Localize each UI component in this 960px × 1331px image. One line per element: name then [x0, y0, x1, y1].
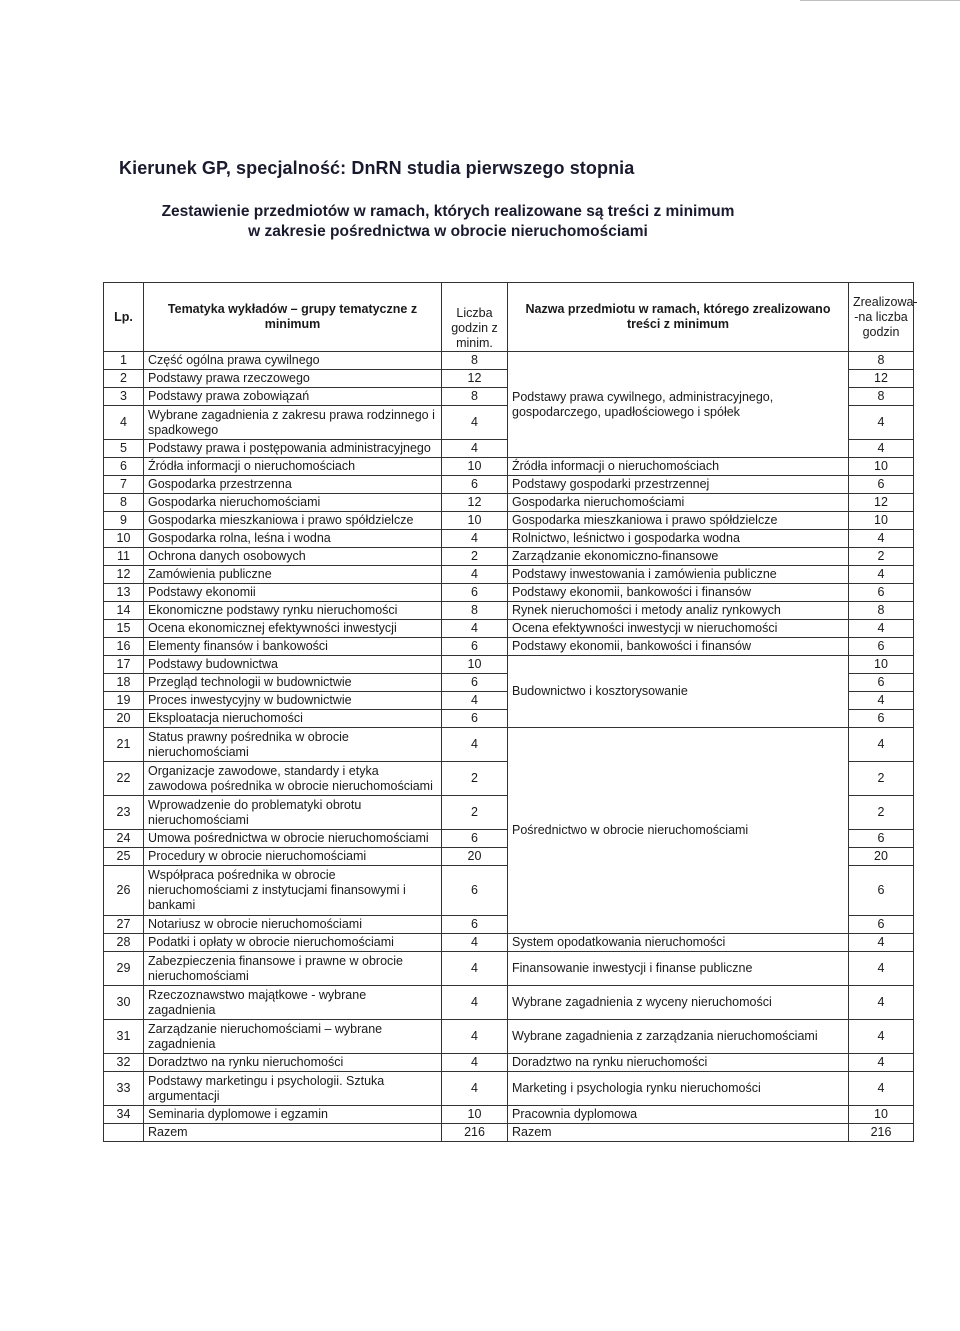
row-subject: Rolnictwo, leśnictwo i gospodarka wodna	[508, 530, 849, 548]
row-hours-min: 6	[442, 476, 508, 494]
table-row	[104, 952, 914, 986]
row-number: 16	[104, 638, 144, 656]
row-number: 6	[104, 458, 144, 476]
total-empty	[104, 1124, 144, 1142]
row-number: 3	[104, 388, 144, 406]
row-hours-min: 6	[442, 638, 508, 656]
row-number: 14	[104, 602, 144, 620]
page-subheading-line1: Zestawienie przedmiotów w ramach, których realizowane są treści z minimum	[161, 203, 735, 220]
row-hours-done: 4	[849, 692, 914, 710]
row-hours-done: 4	[849, 530, 914, 548]
table-row	[104, 530, 914, 548]
row-topic: Podstawy marketingu i psychologii. Sztuka argumentacji	[144, 1072, 442, 1106]
row-number: 20	[104, 710, 144, 728]
row-number: 13	[104, 584, 144, 602]
row-topic: Podstawy prawa zobowiązań	[144, 388, 442, 406]
row-number: 19	[104, 692, 144, 710]
row-topic: Status prawny pośrednika w obrocie nieruchomościami	[144, 728, 442, 762]
row-subject-merged: Pośrednictwo w obrocie nieruchomościami	[508, 728, 849, 934]
row-hours-min: 12	[442, 370, 508, 388]
row-topic: Podatki i opłaty w obrocie nieruchomościami	[144, 934, 442, 952]
row-hours-done: 4	[849, 1020, 914, 1054]
row-hours-min: 4	[442, 620, 508, 638]
row-hours-min: 4	[442, 728, 508, 762]
row-hours-min: 4	[442, 1020, 508, 1054]
row-hours-min: 4	[442, 1054, 508, 1072]
row-subject: Pracownia dyplomowa	[508, 1106, 849, 1124]
page-heading: Kierunek GP, specjalność: DnRN studia pierwszego stopnia	[119, 158, 635, 178]
row-hours-done: 4	[849, 952, 914, 986]
row-number: 4	[104, 406, 144, 440]
row-hours-done: 2	[849, 796, 914, 830]
row-hours-min: 6	[442, 830, 508, 848]
row-topic: Ochrona danych osobowych	[144, 548, 442, 566]
row-subject: Rynek nieruchomości i metody analiz rynkowych	[508, 602, 849, 620]
row-number: 24	[104, 830, 144, 848]
row-number: 10	[104, 530, 144, 548]
table-row	[104, 494, 914, 512]
total-hours-done: 216	[849, 1124, 914, 1142]
row-hours-min: 6	[442, 584, 508, 602]
row-subject: Zarządzanie ekonomiczno-finansowe	[508, 548, 849, 566]
row-hours-min: 20	[442, 848, 508, 866]
row-hours-done: 4	[849, 1072, 914, 1106]
row-number: 7	[104, 476, 144, 494]
row-hours-min: 6	[442, 916, 508, 934]
row-number: 26	[104, 866, 144, 916]
row-hours-min: 2	[442, 796, 508, 830]
row-topic: Wprowadzenie do problematyki obrotu nieruchomościami	[144, 796, 442, 830]
row-topic: Zamówienia publiczne	[144, 566, 442, 584]
row-hours-done: 12	[849, 370, 914, 388]
row-subject: Wybrane zagadnienia z wyceny nieruchomości	[508, 986, 849, 1020]
row-number: 5	[104, 440, 144, 458]
row-subject: Marketing i psychologia rynku nieruchomości	[508, 1072, 849, 1106]
header-hours-min: Liczba godzin z minim.	[442, 283, 508, 352]
row-hours-done: 6	[849, 916, 914, 934]
row-hours-done: 12	[849, 494, 914, 512]
row-subject: Podstawy ekonomii, bankowości i finansów	[508, 584, 849, 602]
row-hours-done: 8	[849, 352, 914, 370]
table-row	[104, 1054, 914, 1072]
row-hours-done: 8	[849, 602, 914, 620]
row-hours-done: 6	[849, 710, 914, 728]
row-topic: Gospodarka rolna, leśna i wodna	[144, 530, 442, 548]
row-topic: Podstawy prawa rzeczowego	[144, 370, 442, 388]
row-hours-done: 10	[849, 458, 914, 476]
row-hours-done: 4	[849, 986, 914, 1020]
row-hours-min: 2	[442, 762, 508, 796]
table-row	[104, 602, 914, 620]
row-number: 29	[104, 952, 144, 986]
row-number: 15	[104, 620, 144, 638]
row-subject: Podstawy gospodarki przestrzennej	[508, 476, 849, 494]
row-subject: Podstawy inwestowania i zamówienia publiczne	[508, 566, 849, 584]
row-subject: System opodatkowania nieruchomości	[508, 934, 849, 952]
table-row	[104, 352, 914, 370]
row-number: 28	[104, 934, 144, 952]
row-subject: Gospodarka mieszkaniowa i prawo spółdzielcze	[508, 512, 849, 530]
row-number: 23	[104, 796, 144, 830]
table-row	[104, 934, 914, 952]
row-hours-min: 2	[442, 548, 508, 566]
total-label: Razem	[144, 1124, 442, 1142]
row-hours-min: 6	[442, 866, 508, 916]
row-hours-done: 6	[849, 830, 914, 848]
row-topic: Elementy finansów i bankowości	[144, 638, 442, 656]
header-hours-done: Zrealizowa--na liczba godzin	[849, 283, 914, 352]
table-row	[104, 584, 914, 602]
row-hours-done: 10	[849, 656, 914, 674]
row-topic: Procedury w obrocie nieruchomościami	[144, 848, 442, 866]
row-hours-min: 8	[442, 352, 508, 370]
row-subject-merged: Podstawy prawa cywilnego, administracyjnego, gospodarczego, upadłościowego i spółek	[508, 352, 849, 458]
row-topic: Przegląd technologii w budownictwie	[144, 674, 442, 692]
table-row	[104, 476, 914, 494]
table-row	[104, 458, 914, 476]
row-number: 11	[104, 548, 144, 566]
row-topic: Zarządzanie nieruchomościami – wybrane zagadnienia	[144, 1020, 442, 1054]
row-hours-done: 10	[849, 512, 914, 530]
row-number: 31	[104, 1020, 144, 1054]
row-number: 30	[104, 986, 144, 1020]
row-subject: Ocena efektywności inwestycji w nieruchomości	[508, 620, 849, 638]
row-hours-done: 20	[849, 848, 914, 866]
table-row	[104, 620, 914, 638]
row-subject: Źródła informacji o nieruchomościach	[508, 458, 849, 476]
scan-edge-mark	[800, 0, 960, 4]
row-topic: Część ogólna prawa cywilnego	[144, 352, 442, 370]
table-row	[104, 656, 914, 674]
row-hours-min: 6	[442, 674, 508, 692]
row-hours-min: 4	[442, 440, 508, 458]
row-topic: Eksploatacja nieruchomości	[144, 710, 442, 728]
row-topic: Doradztwo na rynku nieruchomości	[144, 1054, 442, 1072]
row-topic: Wybrane zagadnienia z zakresu prawa rodzinnego i spadkowego	[144, 406, 442, 440]
table-row	[104, 1020, 914, 1054]
table-row	[104, 638, 914, 656]
row-hours-done: 6	[849, 674, 914, 692]
row-topic: Organizacje zawodowe, standardy i etyka zawodowa pośrednika w obrocie nieruchomościami	[144, 762, 442, 796]
row-hours-min: 6	[442, 710, 508, 728]
row-number: 12	[104, 566, 144, 584]
page-subheading-line2: w zakresie pośrednictwa w obrocie nieruchomościami	[248, 223, 648, 240]
row-hours-min: 4	[442, 986, 508, 1020]
row-number: 25	[104, 848, 144, 866]
row-topic: Podstawy prawa i postępowania administracyjnego	[144, 440, 442, 458]
row-hours-done: 2	[849, 762, 914, 796]
row-topic: Gospodarka przestrzenna	[144, 476, 442, 494]
table-row	[104, 512, 914, 530]
row-hours-done: 4	[849, 440, 914, 458]
row-number: 17	[104, 656, 144, 674]
header-subject: Nazwa przedmiotu w ramach, którego zrealizowano treści z minimum	[508, 283, 849, 352]
row-hours-min: 4	[442, 1072, 508, 1106]
row-hours-min: 10	[442, 656, 508, 674]
table-row	[104, 566, 914, 584]
header-topic: Tematyka wykładów – grupy tematyczne z minimum	[144, 283, 442, 352]
row-topic: Gospodarka nieruchomościami	[144, 494, 442, 512]
row-topic: Ekonomiczne podstawy rynku nieruchomości	[144, 602, 442, 620]
row-subject: Podstawy ekonomii, bankowości i finansów	[508, 638, 849, 656]
row-hours-done: 6	[849, 476, 914, 494]
table-row	[104, 728, 914, 762]
row-hours-done: 4	[849, 406, 914, 440]
table-row	[104, 1106, 914, 1124]
row-subject: Wybrane zagadnienia z zarządzania nieruchomościami	[508, 1020, 849, 1054]
row-topic: Ocena ekonomicznej efektywności inwestycji	[144, 620, 442, 638]
row-number: 1	[104, 352, 144, 370]
row-hours-min: 4	[442, 692, 508, 710]
row-hours-done: 4	[849, 728, 914, 762]
row-hours-done: 4	[849, 620, 914, 638]
row-number: 32	[104, 1054, 144, 1072]
row-hours-done: 6	[849, 584, 914, 602]
row-hours-done: 4	[849, 566, 914, 584]
row-hours-done: 4	[849, 1054, 914, 1072]
row-topic: Podstawy ekonomii	[144, 584, 442, 602]
row-topic: Podstawy budownictwa	[144, 656, 442, 674]
row-number: 34	[104, 1106, 144, 1124]
row-hours-min: 10	[442, 1106, 508, 1124]
row-topic: Notariusz w obrocie nieruchomościami	[144, 916, 442, 934]
row-hours-done: 2	[849, 548, 914, 566]
row-hours-done: 6	[849, 638, 914, 656]
row-number: 33	[104, 1072, 144, 1106]
row-number: 2	[104, 370, 144, 388]
row-topic: Gospodarka mieszkaniowa i prawo spółdzielcze	[144, 512, 442, 530]
row-number: 18	[104, 674, 144, 692]
table-total-row	[104, 1124, 914, 1142]
row-topic: Seminaria dyplomowe i egzamin	[144, 1106, 442, 1124]
row-hours-min: 4	[442, 530, 508, 548]
row-number: 21	[104, 728, 144, 762]
row-topic: Umowa pośrednictwa w obrocie nieruchomościami	[144, 830, 442, 848]
total-subject-label: Razem	[508, 1124, 849, 1142]
row-hours-min: 12	[442, 494, 508, 512]
row-hours-min: 4	[442, 566, 508, 584]
row-hours-done: 6	[849, 866, 914, 916]
row-topic: Proces inwestycyjny w budownictwie	[144, 692, 442, 710]
row-topic: Zabezpieczenia finansowe i prawne w obrocie nieruchomościami	[144, 952, 442, 986]
row-number: 8	[104, 494, 144, 512]
table-row	[104, 1072, 914, 1106]
row-hours-min: 8	[442, 602, 508, 620]
row-topic: Źródła informacji o nieruchomościach	[144, 458, 442, 476]
table-row	[104, 986, 914, 1020]
row-number: 27	[104, 916, 144, 934]
row-topic: Rzeczoznawstwo majątkowe - wybrane zagadnienia	[144, 986, 442, 1020]
row-hours-min: 4	[442, 934, 508, 952]
table-header-row	[104, 283, 914, 352]
row-subject: Doradztwo na rynku nieruchomości	[508, 1054, 849, 1072]
total-hours-min: 216	[442, 1124, 508, 1142]
row-hours-done: 4	[849, 934, 914, 952]
row-number: 22	[104, 762, 144, 796]
table-body	[104, 352, 914, 1142]
row-subject-merged: Budownictwo i kosztorysowanie	[508, 656, 849, 728]
row-hours-min: 10	[442, 512, 508, 530]
header-lp: Lp.	[104, 283, 144, 352]
row-subject: Gospodarka nieruchomościami	[508, 494, 849, 512]
row-hours-min: 4	[442, 952, 508, 986]
curriculum-table	[103, 282, 918, 1142]
row-topic: Współpraca pośrednika w obrocie nieruchomościami z instytucjami finansowymi i bankami	[144, 866, 442, 916]
row-hours-min: 10	[442, 458, 508, 476]
row-number: 9	[104, 512, 144, 530]
row-hours-min: 8	[442, 388, 508, 406]
row-subject: Finansowanie inwestycji i finanse publiczne	[508, 952, 849, 986]
row-hours-done: 10	[849, 1106, 914, 1124]
table-row	[104, 548, 914, 566]
row-hours-min: 4	[442, 406, 508, 440]
row-hours-done: 8	[849, 388, 914, 406]
